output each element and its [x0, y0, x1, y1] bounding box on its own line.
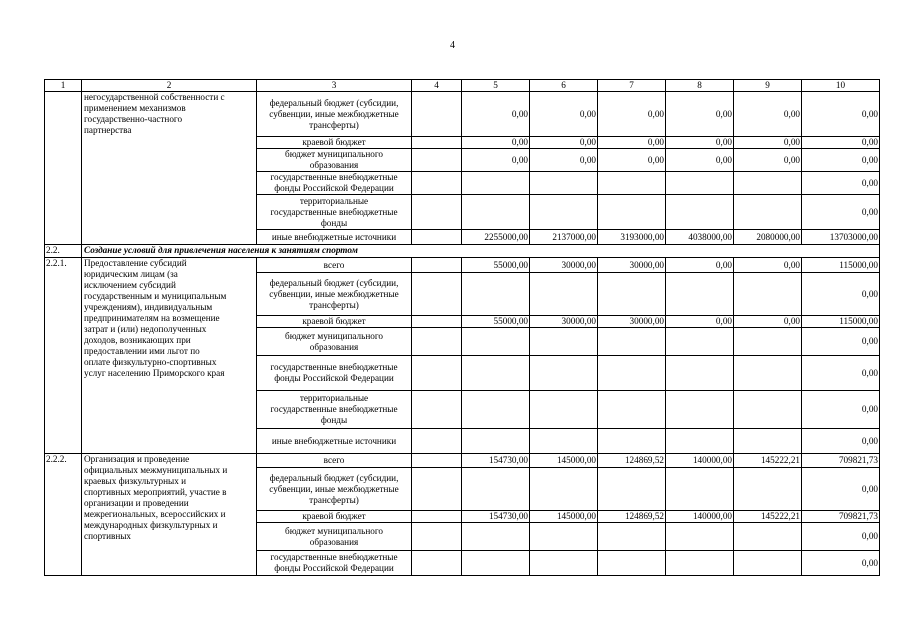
amount-cell: 0,00	[802, 137, 880, 149]
amount-cell: 0,00	[598, 137, 666, 149]
amount-cell: 2080000,00	[734, 230, 802, 245]
amount-cell: 124869,52	[598, 511, 666, 523]
amount-cell	[666, 356, 734, 391]
amount-cell: 0,00	[734, 149, 802, 172]
funding-source: краевой бюджет	[257, 137, 412, 149]
row-code: 2.2.2.	[45, 454, 82, 576]
amount-cell: 0,00	[734, 137, 802, 149]
amount-cell	[412, 137, 462, 149]
amount-cell	[598, 523, 666, 551]
amount-cell: 0,00	[802, 429, 880, 454]
amount-cell	[412, 149, 462, 172]
amount-cell	[666, 195, 734, 230]
program-funding-table	[44, 79, 880, 576]
funding-source: бюджет муниципального образования	[257, 328, 412, 356]
col-header-5: 5	[462, 80, 530, 92]
table-row	[45, 454, 880, 468]
amount-cell	[462, 195, 530, 230]
amount-cell	[734, 523, 802, 551]
amount-cell	[734, 356, 802, 391]
amount-cell	[412, 454, 462, 468]
amount-cell	[598, 172, 666, 195]
amount-cell: 2137000,00	[530, 230, 598, 245]
col-header-7: 7	[598, 80, 666, 92]
amount-cell	[412, 391, 462, 429]
row-code: 2.2.1.	[45, 258, 82, 454]
col-header-9: 9	[734, 80, 802, 92]
table-row	[45, 92, 880, 137]
amount-cell: 0,00	[734, 316, 802, 328]
amount-cell: 0,00	[598, 149, 666, 172]
amount-cell: 0,00	[666, 149, 734, 172]
amount-cell: 0,00	[802, 273, 880, 316]
amount-cell	[530, 429, 598, 454]
amount-cell	[666, 551, 734, 576]
amount-cell: 30000,00	[530, 316, 598, 328]
amount-cell	[666, 468, 734, 511]
amount-cell	[598, 551, 666, 576]
amount-cell: 0,00	[802, 356, 880, 391]
funding-source: государственные внебюджетные фонды Российской Федерации	[257, 551, 412, 576]
amount-cell	[412, 92, 462, 137]
amount-cell: 0,00	[666, 316, 734, 328]
amount-cell: 30000,00	[598, 258, 666, 273]
section-title: Создание условий для привлечения населения к занятиям спортом	[82, 245, 880, 258]
funding-source: иные внебюджетные источники	[257, 230, 412, 245]
amount-cell	[734, 429, 802, 454]
amount-cell: 0,00	[666, 137, 734, 149]
amount-cell	[462, 273, 530, 316]
funding-source: краевой бюджет	[257, 511, 412, 523]
section-code: 2.2.	[45, 245, 82, 258]
funding-source: федеральный бюджет (субсидии, субвенции, иные межбюджетные трансферты)	[257, 273, 412, 316]
amount-cell	[462, 356, 530, 391]
amount-cell	[530, 195, 598, 230]
amount-cell: 115000,00	[802, 316, 880, 328]
amount-cell: 154730,00	[462, 454, 530, 468]
col-header-4: 4	[412, 80, 462, 92]
amount-cell: 709821,73	[802, 511, 880, 523]
amount-cell	[598, 429, 666, 454]
amount-cell	[412, 523, 462, 551]
amount-cell	[412, 195, 462, 230]
table-row	[45, 258, 880, 273]
amount-cell	[598, 328, 666, 356]
amount-cell	[412, 316, 462, 328]
amount-cell	[734, 273, 802, 316]
amount-cell	[734, 551, 802, 576]
table-body	[45, 92, 880, 576]
funding-source: территориальные государственные внебюджетные фонды	[257, 195, 412, 230]
amount-cell	[598, 391, 666, 429]
funding-source: федеральный бюджет (субсидии, субвенции, иные межбюджетные трансферты)	[257, 468, 412, 511]
amount-cell	[412, 328, 462, 356]
amount-cell: 0,00	[462, 92, 530, 137]
amount-cell: 4038000,00	[666, 230, 734, 245]
amount-cell: 3193000,00	[598, 230, 666, 245]
amount-cell	[530, 328, 598, 356]
amount-cell	[412, 356, 462, 391]
amount-cell: 145222,21	[734, 511, 802, 523]
page-number: 4	[450, 40, 455, 51]
amount-cell: 0,00	[802, 391, 880, 429]
col-header-1: 1	[45, 80, 82, 92]
amount-cell: 154730,00	[462, 511, 530, 523]
amount-cell: 55000,00	[462, 258, 530, 273]
amount-cell	[666, 391, 734, 429]
amount-cell: 0,00	[530, 137, 598, 149]
amount-cell: 0,00	[802, 195, 880, 230]
amount-cell: 0,00	[598, 92, 666, 137]
col-header-10: 10	[802, 80, 880, 92]
amount-cell: 124869,52	[598, 454, 666, 468]
funding-source: всего	[257, 454, 412, 468]
amount-cell	[412, 551, 462, 576]
measure-name: Предоставление субсидий юридическим лицам (за исключением субсидий государственным и муниципальным учреждениям), индивидуальным предпринимателям на возмещение затрат и (или) недополученных доходов, возникающих при предоставлении ими льгот по оплате физкультурно-спортивных услуг населению Приморского края	[82, 258, 257, 454]
amount-cell	[734, 172, 802, 195]
amount-cell	[530, 391, 598, 429]
amount-cell	[734, 391, 802, 429]
amount-cell	[598, 273, 666, 316]
funding-source: бюджет муниципального образования	[257, 523, 412, 551]
amount-cell: 0,00	[462, 137, 530, 149]
amount-cell: 0,00	[734, 92, 802, 137]
funding-source: краевой бюджет	[257, 316, 412, 328]
amount-cell: 0,00	[462, 149, 530, 172]
col-header-3: 3	[257, 80, 412, 92]
amount-cell: 140000,00	[666, 511, 734, 523]
amount-cell: 13703000,00	[802, 230, 880, 245]
amount-cell	[412, 511, 462, 523]
section-row	[45, 245, 880, 258]
amount-cell	[412, 468, 462, 511]
amount-cell	[666, 523, 734, 551]
amount-cell	[462, 468, 530, 511]
amount-cell	[462, 551, 530, 576]
funding-source: государственные внебюджетные фонды Российской Федерации	[257, 356, 412, 391]
amount-cell	[734, 468, 802, 511]
amount-cell: 0,00	[666, 92, 734, 137]
amount-cell	[412, 429, 462, 454]
amount-cell: 0,00	[734, 258, 802, 273]
amount-cell: 0,00	[530, 92, 598, 137]
amount-cell: 145000,00	[530, 511, 598, 523]
amount-cell	[412, 172, 462, 195]
amount-cell: 0,00	[802, 523, 880, 551]
amount-cell: 30000,00	[598, 316, 666, 328]
amount-cell	[462, 523, 530, 551]
funding-source: бюджет муниципального образования	[257, 149, 412, 172]
amount-cell	[530, 273, 598, 316]
amount-cell	[666, 429, 734, 454]
measure-name: негосударственной собственности с применением механизмов государственно-частного партнерства	[82, 92, 257, 245]
funding-source: федеральный бюджет (субсидии, субвенции, иные межбюджетные трансферты)	[257, 92, 412, 137]
amount-cell	[412, 230, 462, 245]
amount-cell: 0,00	[666, 258, 734, 273]
col-header-6: 6	[530, 80, 598, 92]
amount-cell: 709821,73	[802, 454, 880, 468]
amount-cell: 30000,00	[530, 258, 598, 273]
amount-cell	[412, 258, 462, 273]
amount-cell: 0,00	[802, 92, 880, 137]
amount-cell: 0,00	[802, 551, 880, 576]
amount-cell	[530, 468, 598, 511]
column-number-row	[45, 80, 880, 92]
funding-source: государственные внебюджетные фонды Российской Федерации	[257, 172, 412, 195]
measure-name: Организация и проведение официальных межмуниципальных и краевых физкультурных и спортивных мероприятий, участие в организации и проведении межрегиональных, всероссийских и международных физкультурных и спортивных	[82, 454, 257, 576]
row-code	[45, 92, 82, 245]
amount-cell	[462, 328, 530, 356]
amount-cell: 140000,00	[666, 454, 734, 468]
amount-cell	[530, 356, 598, 391]
amount-cell	[666, 328, 734, 356]
amount-cell	[598, 468, 666, 511]
amount-cell	[462, 172, 530, 195]
amount-cell	[598, 356, 666, 391]
amount-cell: 0,00	[530, 149, 598, 172]
col-header-2: 2	[82, 80, 257, 92]
amount-cell: 55000,00	[462, 316, 530, 328]
amount-cell	[666, 172, 734, 195]
amount-cell	[462, 429, 530, 454]
amount-cell	[530, 523, 598, 551]
amount-cell	[734, 195, 802, 230]
amount-cell: 2255000,00	[462, 230, 530, 245]
amount-cell: 145000,00	[530, 454, 598, 468]
amount-cell: 145222,21	[734, 454, 802, 468]
funding-source: всего	[257, 258, 412, 273]
amount-cell	[530, 551, 598, 576]
amount-cell: 0,00	[802, 172, 880, 195]
amount-cell	[598, 195, 666, 230]
funding-source: иные внебюджетные источники	[257, 429, 412, 454]
funding-source: территориальные государственные внебюджетные фонды	[257, 391, 412, 429]
amount-cell: 115000,00	[802, 258, 880, 273]
amount-cell	[412, 273, 462, 316]
amount-cell: 0,00	[802, 468, 880, 511]
amount-cell	[734, 328, 802, 356]
amount-cell	[530, 172, 598, 195]
amount-cell	[666, 273, 734, 316]
amount-cell: 0,00	[802, 328, 880, 356]
amount-cell: 0,00	[802, 149, 880, 172]
col-header-8: 8	[666, 80, 734, 92]
amount-cell	[462, 391, 530, 429]
